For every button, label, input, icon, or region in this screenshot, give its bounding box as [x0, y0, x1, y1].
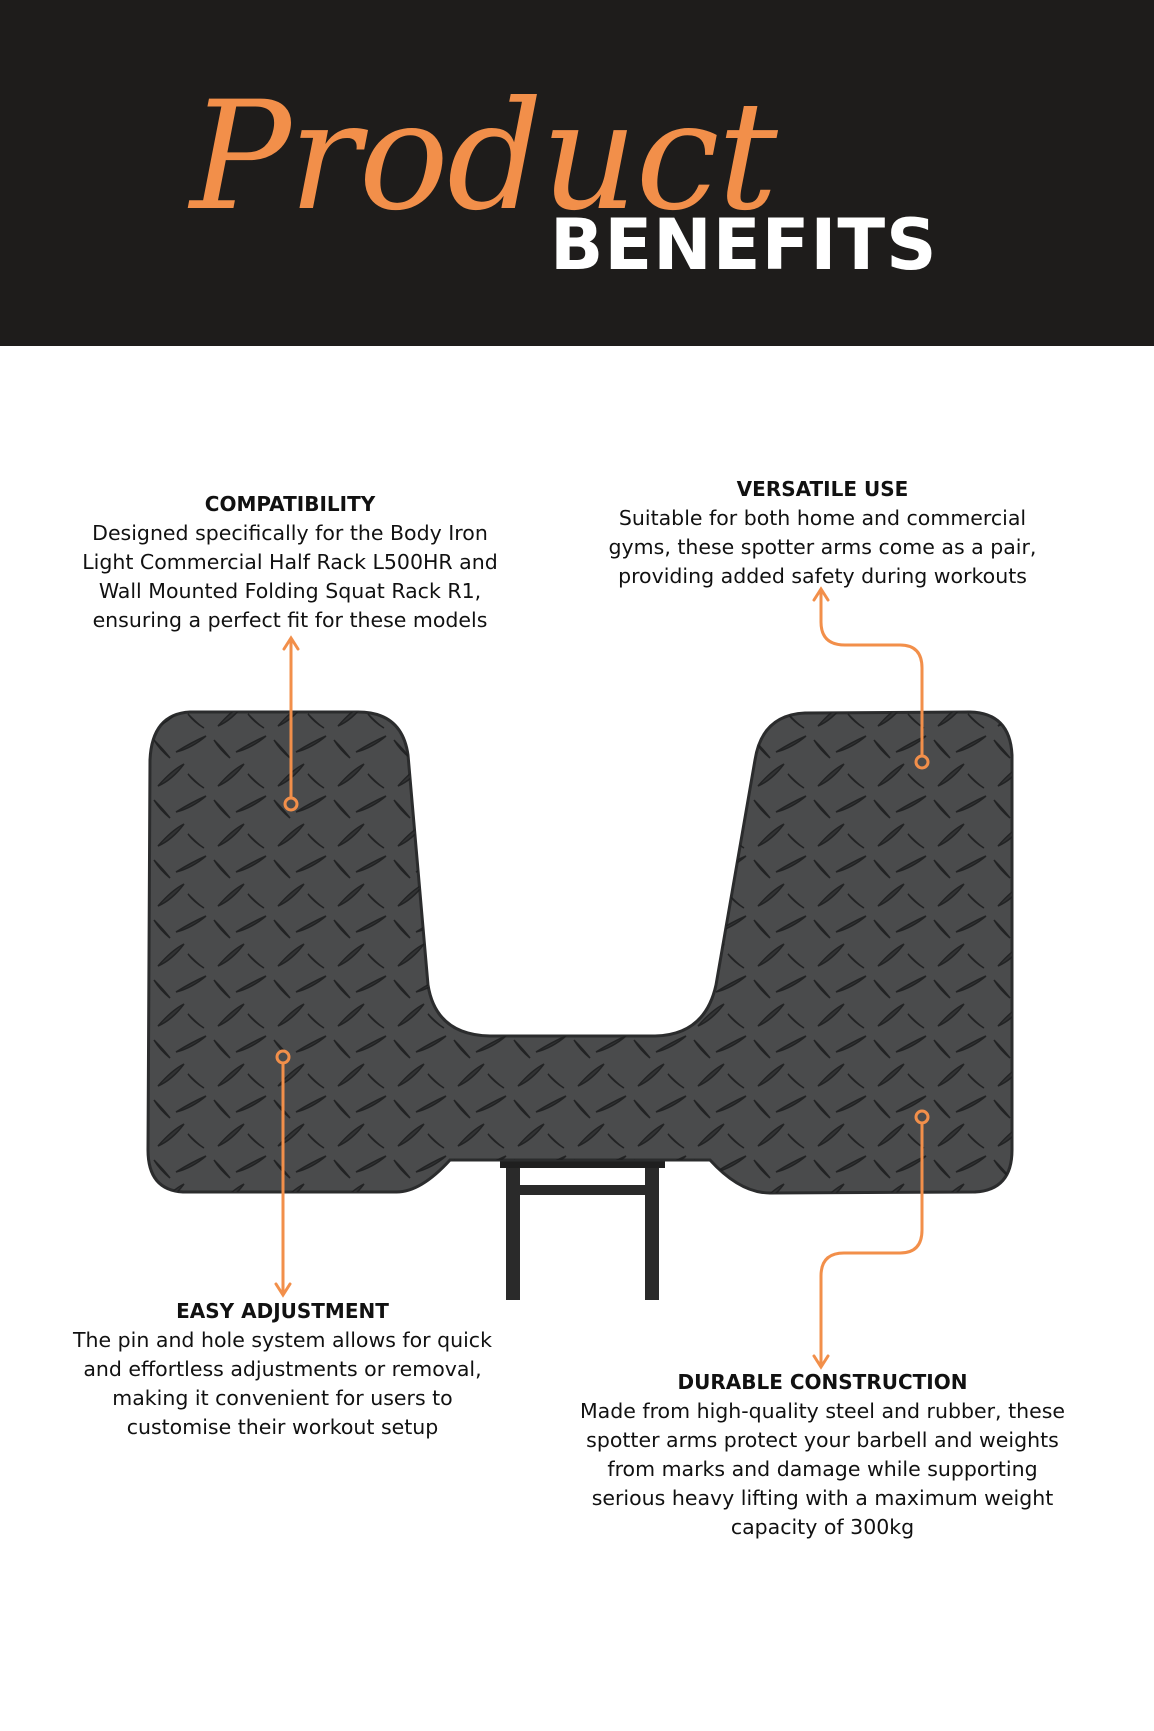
dot-versatile: [916, 756, 928, 768]
benefit-heading: VERSATILE USE: [736, 477, 909, 501]
dot-easy: [277, 1051, 289, 1063]
benefit-heading: EASY ADJUSTMENT: [176, 1299, 389, 1323]
benefit-body: Designed specifically for the Body Iron Light Commercial Half Rack L500HR and Wall Mounted Folding Squat Rack R1, ensuring a perfect fit for these models: [82, 521, 498, 632]
benefit-durable-construction: [570, 1368, 1075, 1542]
benefit-body: Made from high-quality steel and rubber, these spotter arms protect your barbell and weights from marks and damage while supporting serious heavy lifting with a maximum weight capacity of 300kg: [579, 1399, 1066, 1539]
benefit-easy-adjustment: [60, 1297, 505, 1442]
benefit-body: The pin and hole system allows for quick and effortless adjustments or removal, making it convenient for users to customise their workout setup: [73, 1328, 492, 1439]
benefit-versatile-use: [590, 475, 1055, 591]
mount-bracket: [500, 1158, 665, 1300]
benefit-heading: COMPATIBILITY: [204, 492, 376, 516]
title-bold: BENEFITS: [550, 204, 938, 286]
dot-durable: [916, 1111, 928, 1123]
spotter-pad: [148, 712, 1012, 1193]
benefit-compatibility: [70, 490, 510, 635]
benefit-heading: DURABLE CONSTRUCTION: [677, 1370, 968, 1394]
title-script: Product: [190, 70, 776, 244]
benefit-body: Suitable for both home and commercial gyms, these spotter arms come as a pair, providing added safety during workouts: [608, 506, 1037, 588]
dot-compatibility: [285, 798, 297, 810]
